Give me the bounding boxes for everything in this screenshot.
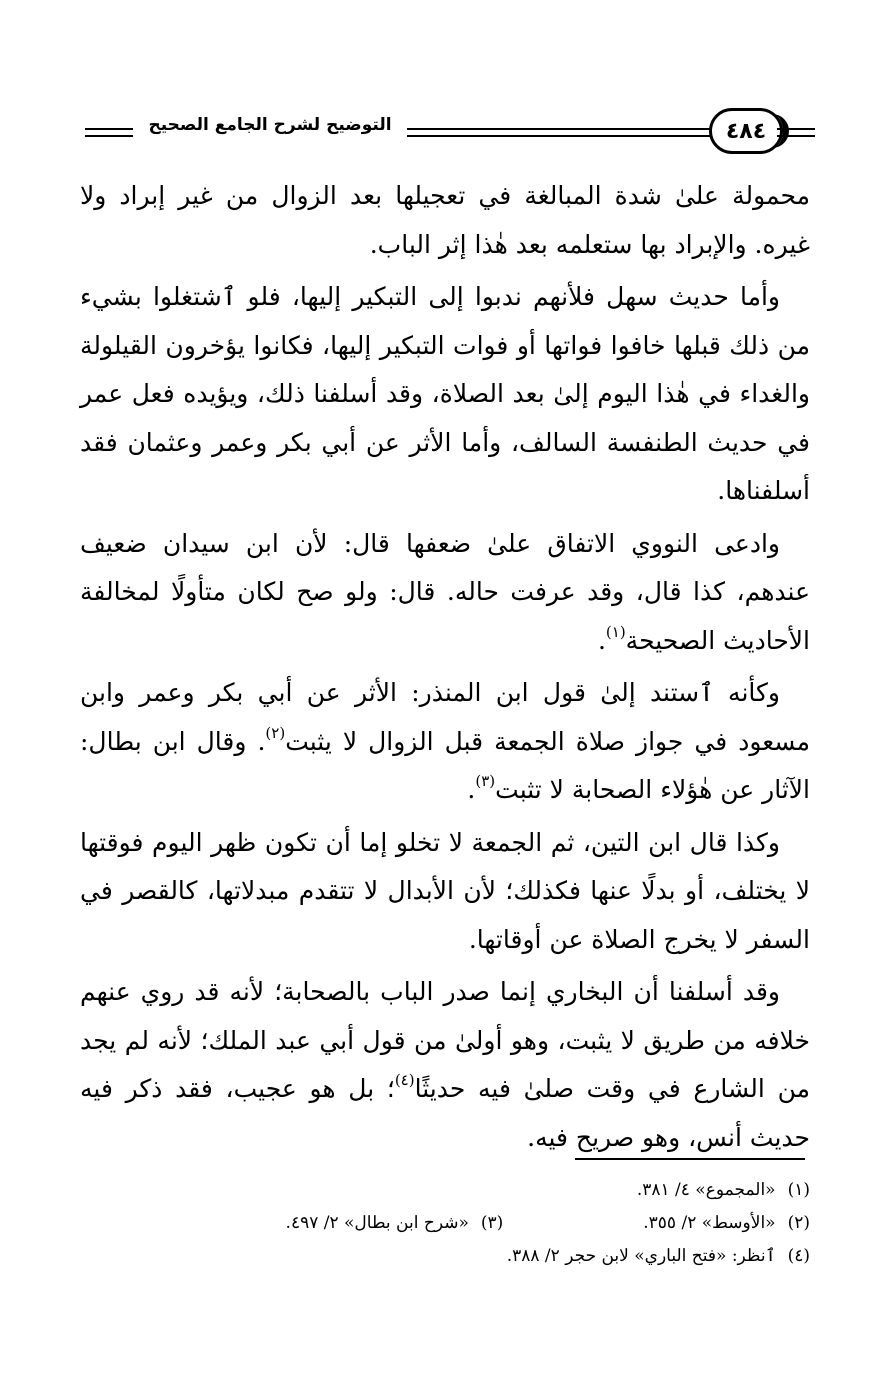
paragraph-1: محمولة علىٰ شدة المبالغة في تعجيلها بعد الزوال من غير إبراد ولا غيره. والإبراد بها ستعلمه بعد هٰذا إثر الباب. (80, 181, 810, 259)
paragraph-3-end: . (597, 625, 606, 655)
footnote-ref-2[interactable]: (٢) (265, 723, 286, 742)
footnote-4 (507, 1240, 810, 1273)
footnote-1 (637, 1174, 810, 1207)
footnote-3 (286, 1207, 504, 1240)
footnote-text: «شرح ابن بطال» ٢/ ٤٩٧. (285, 1213, 469, 1233)
page-header (85, 104, 815, 160)
footnote-text: ٱنظر: «فتح الباري» لابن حجر ٢/ ٣٨٨. (506, 1246, 776, 1266)
footnote-divider (575, 1158, 805, 1160)
footnote-row (80, 1207, 810, 1240)
footnote-number: (٢) (787, 1213, 810, 1233)
footnote-text: «الأوسط» ٢/ ٣٥٥. (643, 1213, 776, 1233)
footnote-ref-4[interactable]: (٤) (394, 1071, 415, 1089)
footnote-text: «المجموع» ٤/ ٣٨١. (636, 1180, 776, 1200)
paragraph-6-text: وقد أسلفنا أن البخاري إنما صدر الباب بالصحابة؛ لأنه قد روي عنهم خلافه من طريق لا يثبت، وهو أولىٰ من قول أبي عبد الملك؛ لأنه لم يجد من الشارع في وقت صلىٰ فيه حديثًا (80, 977, 810, 1103)
footnote-number: (١) (787, 1180, 810, 1200)
footnote-row (80, 1174, 810, 1207)
paragraph-6-tail: ؛ بل هو عجيب، فقد ذكر فيه حديث أنس، وهو صريح فيه. (80, 1074, 810, 1152)
footnote-row (80, 1240, 810, 1273)
footnote-2 (643, 1207, 810, 1240)
paragraph-2: وأما حديث سهل فلأنهم ندبوا إلى التبكير إليها، فلو ٱشتغلوا بشيء من ذلك قبلها خافوا فواتها أو فوات التبكير إليها، فكانوا يؤخرون القيلولة والغداء في هٰذا اليوم إلىٰ بعد الصلاة، وقد أسلفنا ذلك، ويؤيده فعل عمر في حديث الطنفسة السالف، وأما الأثر عن أبي بكر وعمر وعثمان فقد أسلفناها. (80, 282, 810, 505)
footnote-ref-3[interactable]: (٣) (475, 772, 496, 790)
paragraph-4 (80, 669, 810, 815)
paragraph-3-text: وادعى النووي الاتفاق علىٰ ضعفها قال: لأن ابن سيدان ضعيف عندهم، كذا قال، وقد عرفت حاله. قال: ولو صح لكان متأولًا لمخالفة الأحاديث الصحيحة (80, 528, 810, 655)
paragraph-6 (80, 968, 810, 1162)
paragraph-5: وكذا قال ابن التين، ثم الجمعة لا تخلو إما أن تكون ظهر اليوم فوقتها لا يختلف، أو بدلًا عنها فكذلك؛ لأن الأبدال لا تتقدم مبدلاتها، كالقصر في السفر لا يخرج الصلاة عن أوقاتها. (80, 827, 810, 954)
paragraph-4-text: وكأنه ٱستند إلىٰ قول ابن المنذر: الأثر عن أبي بكر وعمر وابن مسعود في جواز صلاة الجمعة قبل الزوال لا يثبت (80, 678, 811, 756)
page-number-frame (709, 108, 783, 154)
header-rule-right (777, 128, 815, 137)
paragraph-3 (80, 520, 810, 666)
paragraph-4-middle: . وقال ابن بطال: الآثار عن هٰؤلاء الصحابة لا تثبت (80, 726, 810, 804)
main-text (80, 172, 810, 1166)
footnote-ref-1[interactable]: (١) (605, 622, 626, 641)
header-rule-middle (407, 128, 725, 137)
footnote-number: (٣) (480, 1213, 504, 1233)
page-number: ٤٨٤ (725, 118, 767, 144)
running-title: التوضيح لشرح الجامع الصحيح (148, 115, 392, 135)
header-rule-left (85, 128, 133, 137)
paragraph-4-end: . (467, 775, 476, 804)
footnote-number: (٤) (787, 1246, 810, 1266)
footnotes (80, 1174, 810, 1273)
